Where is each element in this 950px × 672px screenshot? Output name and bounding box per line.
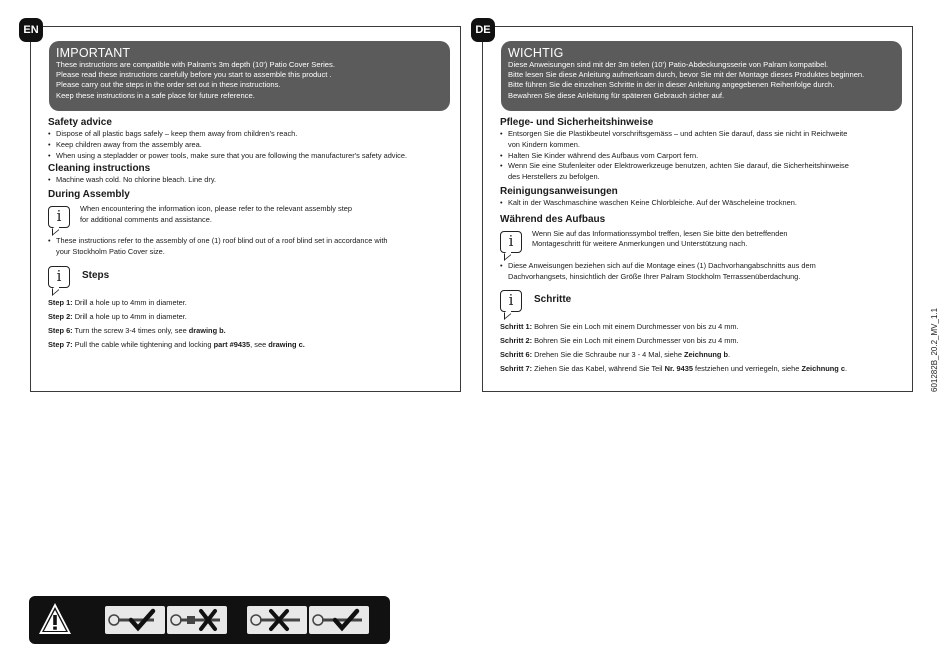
cleaning-bullet: • Kalt in der Waschmaschine waschen Keine Chlorbleiche. Auf der Wäscheleine trocknen. xyxy=(500,198,904,209)
safety-bullet-line: des Herstellers zu befolgen. xyxy=(508,172,600,182)
screwdriver-check-icon xyxy=(105,606,165,634)
safety-bullet-line: • Entsorgen Sie die Plastikbeutel vorschriftsgemäss – und achten Sie darauf, dass sie nicht in Reichweite xyxy=(508,129,848,138)
info-text xyxy=(532,229,788,250)
cleaning-heading: Reinigungsanweisungen xyxy=(500,185,618,197)
important-line: Diese Anweisungen sind mit der 3m tiefen (10') Patio-Abdeckungsserie von Palram kompatibel. xyxy=(508,60,829,69)
safety-bullet-line: von Kindern kommen. xyxy=(508,139,580,149)
safety-bullet: • Dispose of all plastic bags safely – keep them away from children's reach. xyxy=(48,129,452,140)
info-icon: i xyxy=(48,206,70,228)
de-content xyxy=(500,116,904,376)
step-item xyxy=(48,310,452,324)
important-line: Please carry out the steps in the order set out in these instructions. xyxy=(56,80,281,90)
step-text: . xyxy=(844,364,848,374)
drawing-reference: Zeichnung b xyxy=(684,350,728,360)
cleaning-bullet: • Machine wash cold. No chlorine bleach. Line dry. xyxy=(48,175,452,186)
safety-bullet xyxy=(500,161,904,183)
step-number: Step 6: xyxy=(48,325,73,335)
important-line: Keep these instructions in a safe place for future reference. xyxy=(56,90,255,100)
info-note xyxy=(48,204,452,234)
step-number: Schritt 7: xyxy=(500,364,533,374)
steps-list xyxy=(500,320,904,376)
step-item xyxy=(48,296,452,310)
step-text: Turn the screw 3-4 times only, see xyxy=(72,325,189,335)
language-badge-de: DE xyxy=(471,18,495,42)
safety-bullet: • When using a stepladder or power tools, make sure that you are following the manufacturer's safety advice. xyxy=(48,151,452,162)
steps-header xyxy=(48,264,452,292)
info-text-line: Wenn Sie auf das Informationssymbol treffen, lesen Sie bitte den betreffenden xyxy=(532,228,788,238)
info-icon: i xyxy=(500,231,522,253)
en-content xyxy=(48,116,452,352)
screwdriver-cross-icon xyxy=(167,606,227,634)
important-box xyxy=(501,41,902,111)
step-item xyxy=(500,362,904,376)
info-text-line: Montageschritt für weitere Anmerkungen und Unterstützung nach. xyxy=(532,239,748,249)
safety-bullet: • Halten Sie Kinder während des Aufbaus vom Carport fern. xyxy=(500,151,904,162)
step-text: Bohren Sie ein Loch mit einem Durchmesser von bis zu 4 mm. xyxy=(532,336,739,346)
step-text: Ziehen Sie das Kabel, während Sie Teil xyxy=(532,364,665,374)
step-item xyxy=(48,324,452,338)
steps-header xyxy=(500,288,904,316)
step-text: Bohren Sie ein Loch mit einem Durchmesser von bis zu 4 mm. xyxy=(532,322,739,332)
step-text: Drehen Sie die Schraube nur 3 - 4 Mal, siehe xyxy=(532,350,685,360)
important-title: IMPORTANT xyxy=(56,46,131,60)
step-number: Schritt 6: xyxy=(500,350,533,360)
important-box xyxy=(49,41,450,111)
step-number: Step 1: xyxy=(48,297,73,307)
step-text: , see xyxy=(250,339,269,349)
important-line: Bitte führen Sie die einzelnen Schritte in der in dieser Anleitung angegebenen Reihenfolge durch. xyxy=(508,80,835,90)
part-reference: Nr. 9435 xyxy=(664,364,693,374)
info-text-line: for additional comments and assistance. xyxy=(80,214,212,224)
important-line: Bitte lesen Sie diese Anleitung aufmerksam durch, bevor Sie mit der Montage dieses Produktes beginnen. xyxy=(508,70,865,80)
safety-heading: Pflege- und Sicherheitshinweise xyxy=(500,117,654,128)
drawing-reference: Zeichnung c xyxy=(801,364,845,374)
part-reference: part #9435 xyxy=(213,339,251,349)
important-line: Please read these instructions carefully before you start to assemble this product . xyxy=(56,70,332,80)
step-text: festziehen und verriegeln, siehe xyxy=(692,364,802,374)
document-code: 601282B_20.2_MV_1.1 xyxy=(930,307,939,392)
steps-label: Schritte xyxy=(534,294,572,306)
safety-bullet: • Keep children away from the assembly area. xyxy=(48,140,452,151)
step-text: Pull the cable while tightening and locking xyxy=(72,339,214,349)
safety-bullet xyxy=(500,129,904,151)
step-text: . xyxy=(727,350,731,360)
step-number: Schritt 1: xyxy=(500,322,533,332)
info-icon: i xyxy=(48,266,70,288)
during-assembly-heading: Während des Aufbaus xyxy=(500,213,606,225)
info-text-line: When encountering the information icon, please refer to the relevant assembly step xyxy=(80,204,352,214)
step-number: Step 7: xyxy=(48,339,73,349)
drawing-reference: drawing b. xyxy=(188,325,226,335)
info-icon: i xyxy=(500,290,522,312)
english-instructions-panel xyxy=(23,24,461,392)
step-item xyxy=(48,338,452,352)
steps-list xyxy=(48,296,452,352)
important-title: WICHTIG xyxy=(508,46,564,60)
step-item xyxy=(500,348,904,362)
assembly-bullet xyxy=(48,236,452,258)
step-number: Schritt 2: xyxy=(500,336,533,346)
steps-label: Steps xyxy=(82,269,110,281)
step-text: Drill a hole up to 4mm in diameter. xyxy=(72,311,187,321)
info-note xyxy=(500,229,904,259)
important-line: Bewahren Sie diese Anleitung für späteren Gebrauch sicher auf. xyxy=(508,90,725,100)
german-instructions-panel xyxy=(475,24,913,392)
assembly-bullet-line: • These instructions refer to the assembly of one (1) roof blind out of a roof blind set in accordance with xyxy=(56,236,388,246)
warning-triangle-icon xyxy=(37,601,73,637)
cleaning-heading: Cleaning instructions xyxy=(48,163,151,175)
assembly-bullet xyxy=(500,261,904,283)
safety-bullet-line: • Wenn Sie eine Stufenleiter oder Elektrowerkzeuge benutzen, achten Sie darauf, die Sicherheitshinweise xyxy=(508,161,849,171)
step-item xyxy=(500,334,904,348)
drill-cross-icon xyxy=(247,606,307,634)
assembly-bullet-line: Dachvorhangsets, hinsichtlich der Größe Ihrer Palram Stockholm Terrassenüberdachung. xyxy=(508,271,801,281)
drill-check-icon xyxy=(309,606,369,634)
assembly-bullet-line: • Diese Anweisungen beziehen sich auf die Montage eines (1) Dachvorhangabschnitts aus dem xyxy=(508,260,816,270)
during-assembly-heading: During Assembly xyxy=(48,189,130,201)
assembly-bullet-line: your Stockholm Patio Cover size. xyxy=(56,246,165,256)
step-number: Step 2: xyxy=(48,311,73,321)
tool-legend-bar xyxy=(29,596,390,644)
step-text: Drill a hole up to 4mm in diameter. xyxy=(72,297,187,307)
drawing-reference: drawing c. xyxy=(268,339,305,349)
important-line: These instructions are compatible with Palram's 3m depth (10') Patio Cover Series. xyxy=(56,60,335,69)
info-text xyxy=(80,204,352,225)
safety-heading: Safety advice xyxy=(48,117,112,128)
step-item xyxy=(500,320,904,334)
language-badge-en: EN xyxy=(19,18,43,42)
